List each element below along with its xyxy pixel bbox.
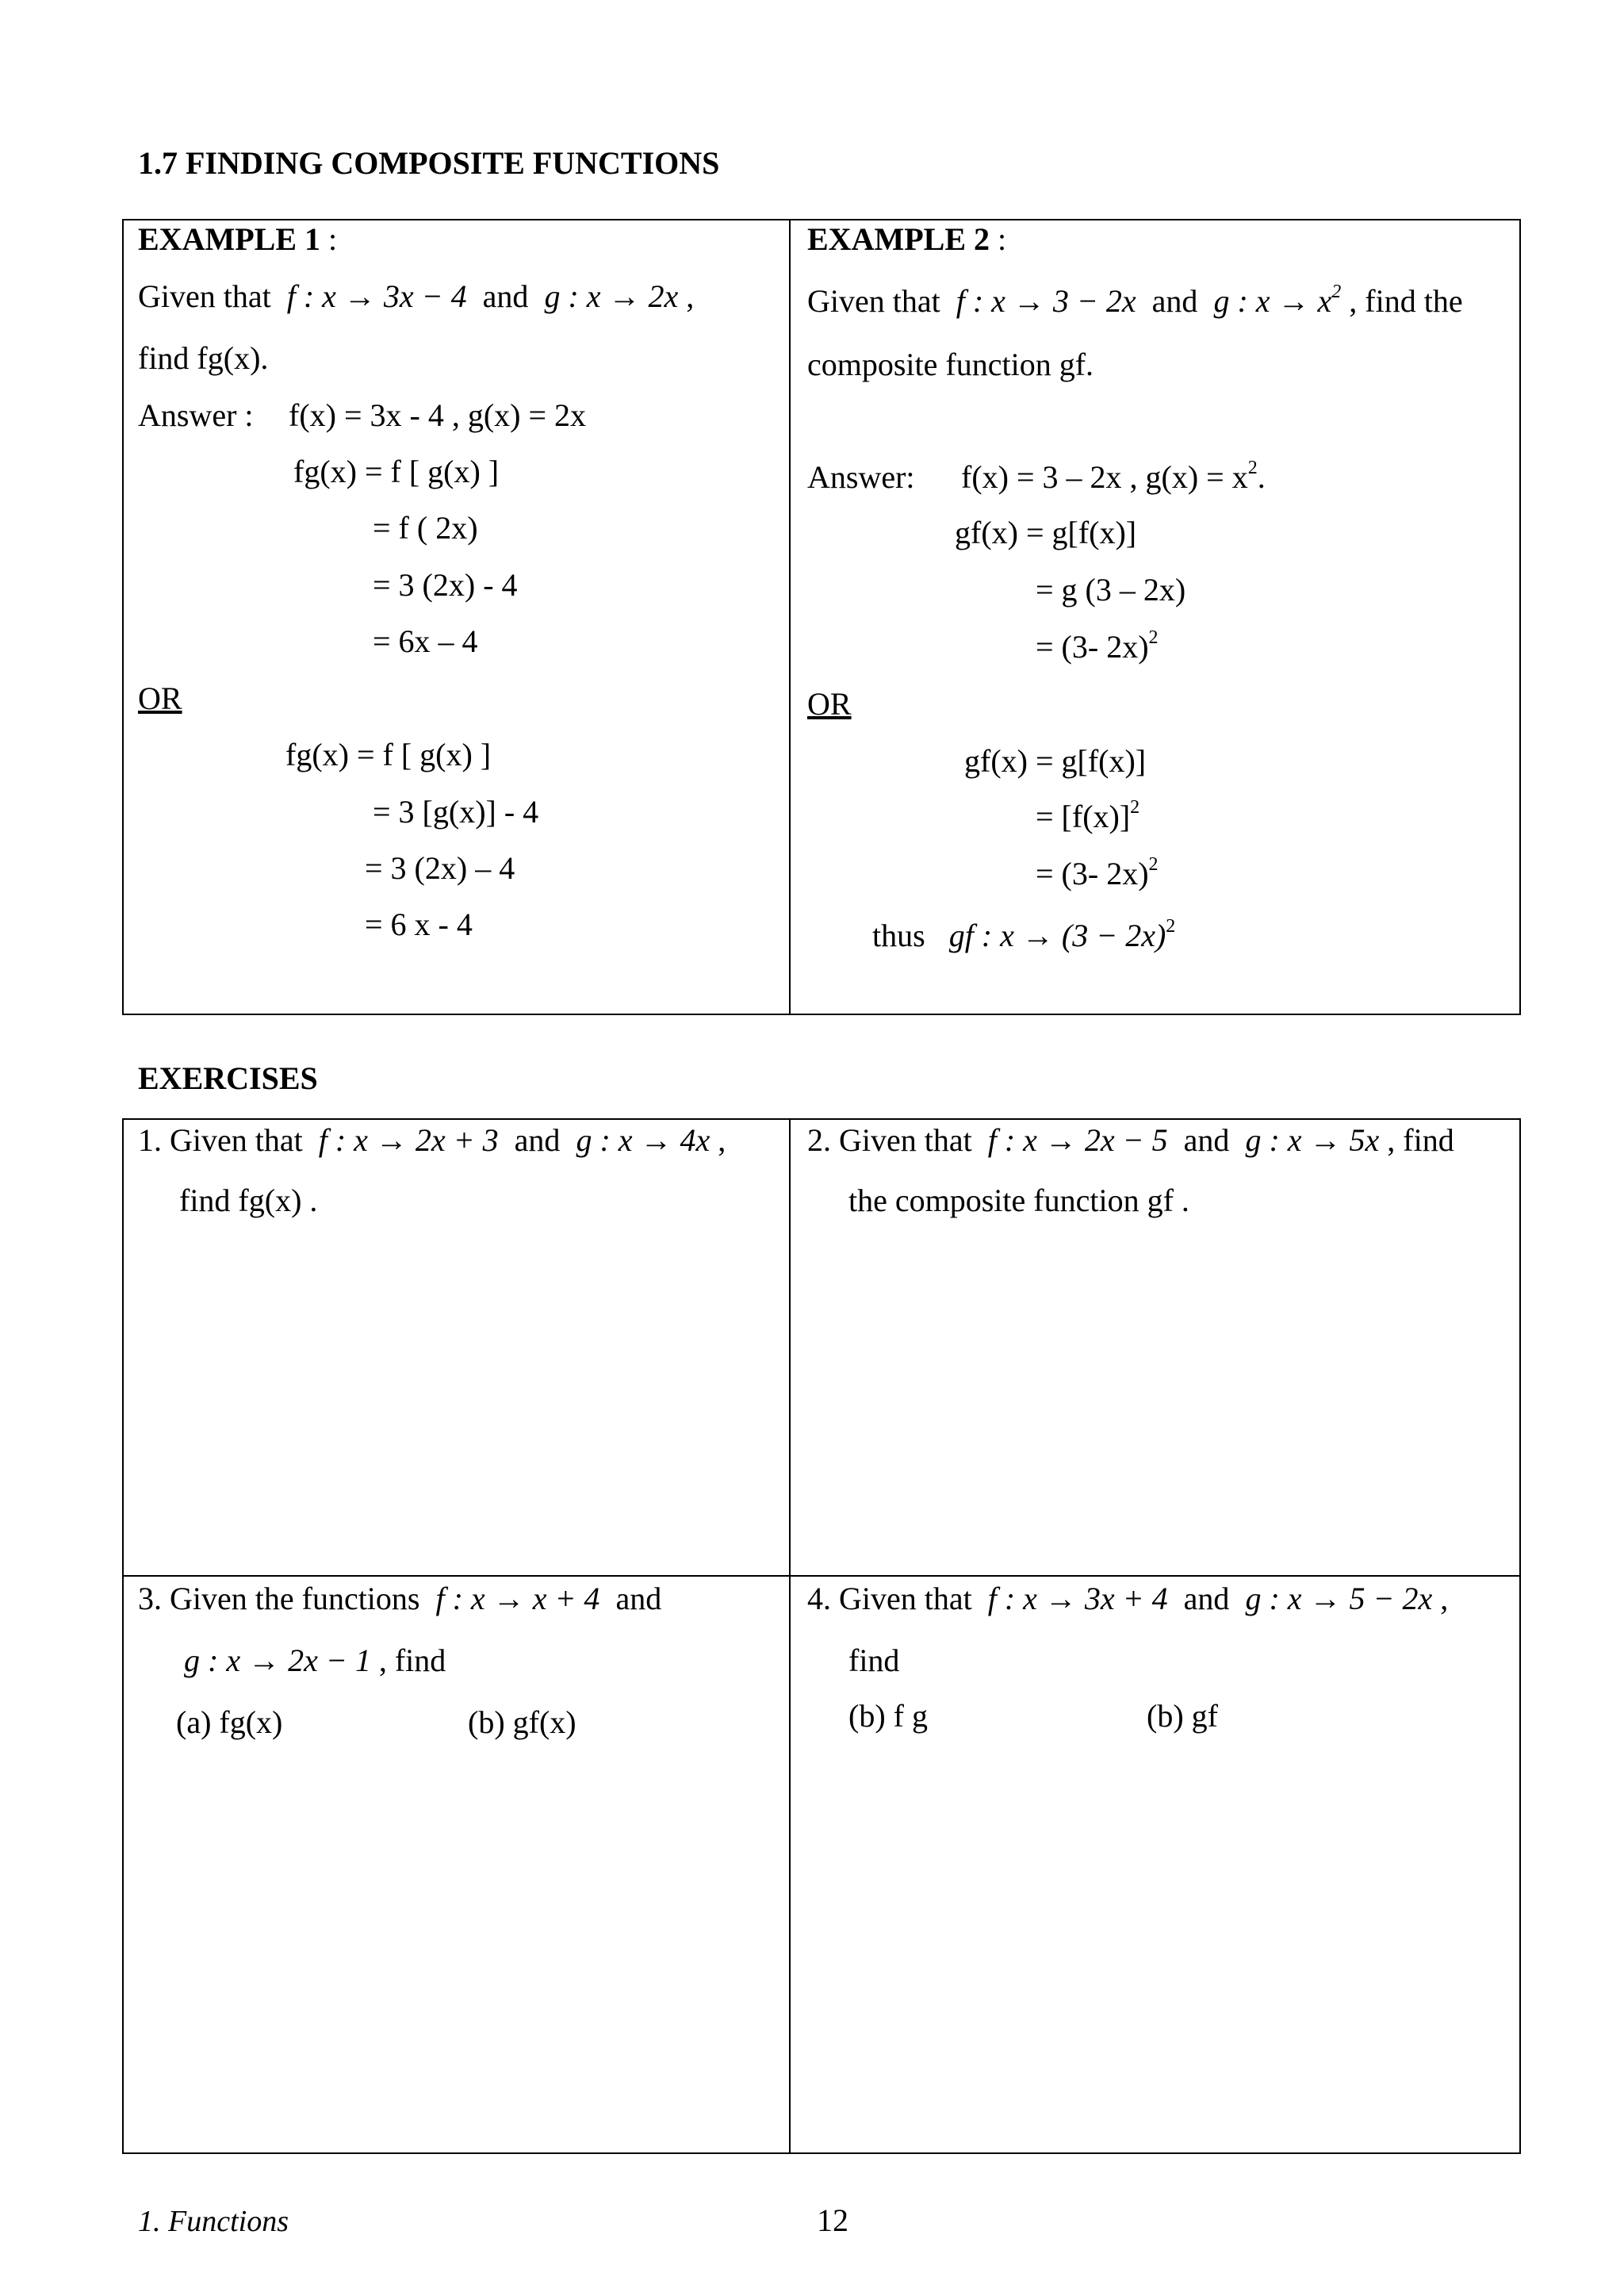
exercise-1-line-2: find fg(x) . — [179, 1182, 318, 1218]
exercise-3-line-2: g : x → 2x − 1 , find — [184, 1642, 446, 1678]
example-1-heading: EXAMPLE 1 : — [138, 221, 338, 257]
example-2-heading: EXAMPLE 2 : — [807, 221, 1007, 257]
exercise-2-line-1: 2. Given that f : x → 2x − 5 and g : x → 5x , find — [807, 1122, 1454, 1158]
example-2-alt-step: = $[f(x)]^2$ — [1036, 797, 1140, 834]
example-1-step: = 6x – 4 — [373, 623, 478, 659]
exercises-divider-horizontal — [122, 1575, 1521, 1577]
example-2-given: Given that f : x → 3 − 2x and g : $x \to x^2$ , find the — [807, 282, 1463, 319]
example-1-answer-defs: f(x) = 3x - 4 , g(x) = 2x — [289, 397, 587, 433]
exercise-2-line-2: the composite function gf . — [848, 1182, 1189, 1218]
exercise-4-part-a: (b) f g — [848, 1698, 928, 1734]
footer-chapter: 1. Functions — [138, 2205, 289, 2238]
example-1-given: Given that f : x → 3x − 4 and g : x → 2x , — [138, 278, 695, 314]
exercise-4-line-2: find — [848, 1642, 900, 1678]
example-2-step: = (3- 2x)$^2$ — [1036, 627, 1159, 665]
example-1-alt-step: = 3 (2x) – 4 — [365, 850, 515, 886]
example-1-step: = f ( 2x) — [373, 510, 478, 546]
example-1-answer-label: Answer : — [138, 397, 254, 433]
f-definition: f : x → 3 − 2x — [956, 283, 1136, 319]
f-definition: f : x → 3x − 4 — [286, 278, 467, 314]
example-1-step: fg(x) = f [ g(x) ] — [293, 454, 500, 489]
exercise-4-part-b: (b) gf — [1147, 1698, 1218, 1734]
example-1-alt-step: = 3 [g(x)] - 4 — [373, 794, 539, 830]
exercise-1-line-1: 1. Given that f : x → 2x + 3 and g : x → 4x , — [138, 1122, 726, 1158]
example-2-answer-label: Answer: — [807, 459, 915, 495]
examples-table — [122, 219, 1521, 1015]
example-2-thus: thus gf : $x \to (3 - 2x)^2$ — [872, 916, 1176, 953]
example-2-find: composite function gf. — [807, 347, 1094, 382]
section-title: 1.7 FINDING COMPOSITE FUNCTIONS — [138, 145, 720, 181]
g-definition: g : x → 2x — [544, 278, 679, 314]
g-definition: g : $x \to x^2$ — [1213, 282, 1342, 319]
page-number: 12 — [817, 2202, 848, 2238]
exercise-3-part-b: (b) gf(x) — [468, 1704, 576, 1740]
exercise-4-line-1: 4. Given that f : x → 3x + 4 and g : x → 5 − 2x , — [807, 1581, 1449, 1616]
example-2-or: OR — [807, 686, 852, 722]
exercises-divider-vertical — [789, 1118, 791, 2154]
example-1-find: find fg(x). — [138, 340, 269, 376]
example-2-step: gf(x) = g[f(x)] — [955, 515, 1137, 550]
example-2-alt-step: gf(x) = g[f(x)] — [964, 743, 1147, 779]
exercises-title: EXERCISES — [138, 1060, 318, 1096]
example-1-step: = 3 (2x) - 4 — [373, 567, 518, 603]
example-2-step: = g (3 – 2x) — [1036, 572, 1186, 608]
examples-divider — [789, 219, 791, 1015]
exercise-3-line-1: 3. Given the functions f : x → x + 4 and — [138, 1581, 662, 1616]
exercises-table — [122, 1118, 1521, 2154]
example-1-alt-step: fg(x) = f [ g(x) ] — [285, 737, 492, 772]
exercise-3-part-a: (a) fg(x) — [176, 1704, 283, 1740]
example-2-answer-defs: f(x) = 3 – 2x , $g(x) = x^2$. — [961, 458, 1266, 495]
example-1-or: OR — [138, 680, 182, 716]
example-2-alt-step: = (3- 2x)$^2$ — [1036, 854, 1159, 891]
example-1-alt-step: = 6 x - 4 — [365, 907, 473, 942]
